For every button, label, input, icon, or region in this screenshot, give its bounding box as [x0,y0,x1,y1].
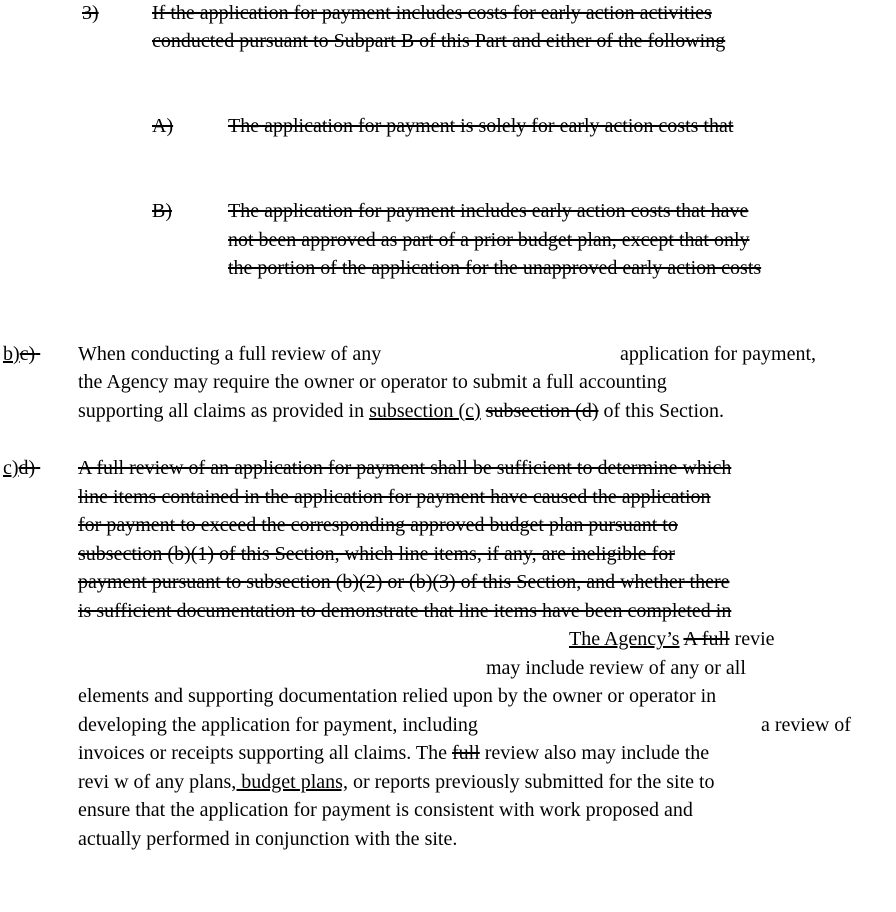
label-strike-line [35,342,71,366]
subsection-c-developing-end: a review of [761,714,851,736]
subsection-c-old-label: d) [18,457,36,479]
item-3-line-1: If the application for payment includes costs for early action activities [152,2,712,24]
subsection-c-deleted-line-4: subsection (b)(1) of this Section, which line items, if any, are ineligible for [78,543,675,565]
subsection-b-line-3-start: supporting all claims as provided in [78,400,370,422]
subsection-c-elements-line: elements and supporting documentation relied upon by the owner or operator in [78,685,717,707]
subsection-b-line-1 [78,342,381,366]
subsection-c-deleted-line-5: payment pursuant to subsection (b)(2) or (b)(3) of this Section, and whether there [78,571,730,593]
subsection-c-may-include: may include review of any or all [486,657,746,679]
subsection-c-deleted-line-1: A full review of an application for payment shall be sufficient to determine which [78,457,732,479]
review-inserted-text: , budget plans, [231,771,348,793]
subsection-c-deleted-line-2: line items contained in the application for payment have caused the application [78,486,711,508]
subsection-c-invoices-line [78,741,709,765]
label-strike-line [35,456,71,480]
subsection-c-new-label: c) [3,457,19,479]
subsection-c-ensure-line: ensure that the application for payment is consistent with work proposed and [78,799,693,821]
item-b-line-2: not been approved as part of a prior budget plan, except that only [228,229,750,251]
item-3-line-2: conducted pursuant to Subpart B of this Part and either of the following [152,30,726,52]
subsection-c-deleted-line-3: for payment to exceed the corresponding approved budget plan pursuant to [78,514,678,536]
invoices-deleted-word: full [451,742,480,764]
subsection-b-deleted-ref: subsection (d) [485,400,599,422]
subsection-b-line-3-end: of this Section. [598,400,725,422]
subsection-c-agency-line [569,627,775,651]
subsection-c-review-line [78,770,715,794]
subsection-b-label [3,342,71,366]
agency-tail-text: revie [734,628,775,650]
subsection-b-inserted-ref: subsection (c) [369,400,481,422]
review-start: revi w of any plans [78,771,232,793]
subsection-b-new-label: b) [3,343,20,365]
subsection-b-line-2: the Agency may require the owner or operator to submit a full accounting [78,371,667,393]
agency-inserted-text: The Agency’s [569,628,680,650]
review-end: or reports previously submitted for the site to [347,771,715,793]
item-b-number: B) [152,200,172,222]
agency-deleted-text: A full [683,628,730,650]
subsection-b-line-1-start: When conducting a full review of any [78,343,382,365]
item-a-number: A) [152,115,174,137]
item-a-line-1: The application for payment is solely for early action costs that [228,115,734,137]
subsection-c-deleted-line-6: is sufficient documentation to demonstrate that line items have been completed in [78,600,732,622]
item-3-number: 3) [82,2,99,24]
subsection-c-actually-line: actually performed in conjunction with the site. [78,828,458,850]
subsection-b-line-3 [78,399,724,423]
subsection-b-old-label: c) [19,343,36,365]
subsection-b-line-1-end: application for payment, [620,343,817,365]
subsection-c-developing-line: developing the application for payment, including [78,714,478,736]
subsection-c-label [3,456,71,480]
item-b-line-1: The application for payment includes early action costs that have [228,200,749,222]
invoices-start: invoices or receipts supporting all claims. The [78,742,452,764]
invoices-end: review also may include the [479,742,710,764]
item-b-line-3: the portion of the application for the unapproved early action costs [228,257,762,279]
